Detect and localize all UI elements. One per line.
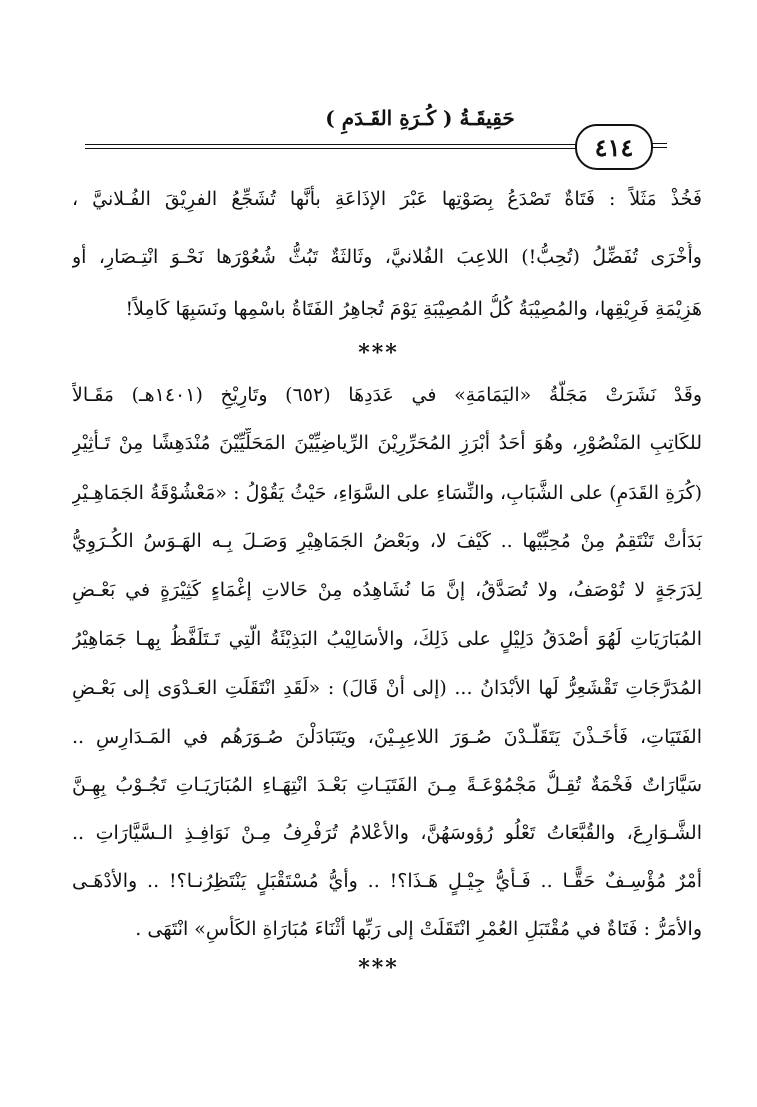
text-line: المُبَارَيَاتِ لَهُوَ أصْدَقُ دَلِيْلٍ على ذَلِكَ، والأسَالِيْبُ البَذِيْئَةُ الَّتِي تَـتَلَفَّظُ بِهـا جَمَاهِيْرُ <box>72 628 702 650</box>
text-line: لِدَرَجَةٍ لا تُوْصَفُ، ولا تُصَدَّقُ، إنَّ مَا نُشَاهِدُه مِنْ حَالاتِ إغْمَاءٍ كَثِيْرَةٍ في بَعْـضِ <box>72 579 702 601</box>
text-line: وأُخْرَى تُفَضِّلُ (تُحِبُّ!) اللاعِبَ الفُلانيَّ، وثَالثَةٌ تَبُثُّ شُعُوْرَها نَحْـوَ انْتِـصَارِ، أو <box>72 246 702 268</box>
text-line: أمْرٌ مُؤْسِـفٌ حَقًّـا .. فَـأيُّ جِيْـلٍ هَـذَا؟! .. وأيُّ مُسْتَقْبَلٍ يَنْتَظِرُنـا؟! .. والأدْهَـى <box>72 870 702 892</box>
text-line: الفَتَيَاتِ، فَأخَـذْنَ يَتَقَلَّـدْنَ صُـوَرَ اللاعِبِـيْنَ، ويَتَبَادَلْنَ صُـوَرَهُم في المَـدَارِسِ .. <box>72 726 702 748</box>
text-line: المُدَرَّجَاتِ تَقْشَعِرُّ لَها الأبْدَانُ ... (إلى أنْ قَالَ) : «لَقَدِ انْتَقَلَتِ العَـدْوَى إلى بَعْـضِ <box>72 677 702 699</box>
text-line: سَيَّارَاتٌ فَخْمَةٌ تُقِـلُّ مَجْمُوْعَـةً مِـنَ الفَتَيَـاتِ بَعْـدَ انْتِهَـاءِ المُبَارَيَـاتِ تَجُـوْبُ بِهِـنَّ <box>72 774 702 796</box>
text-line: فَخُذْ مَثَلاً : فَتَاةٌ تَصْدَعُ بِصَوْتِها عَبْرَ الإذَاعَةِ بأنَّها تُشَجِّعُ الفرِيْقَ الفُـلانيَّ ، <box>72 188 702 210</box>
page-number-badge: ٤١٤ <box>575 124 653 170</box>
text-line: هَزِيْمَةِ فَرِيْقِها، والمُصِيْبَةُ كُلُّ المُصِيْبَةِ يَوْمَ تُجاهِرُ الفَتَاةُ باسْمِها ونَسَبِهَا كَامِلاً! <box>125 298 702 320</box>
text-line: وقَدْ نَشَرَتْ مَجَلَّةُ «اليَمَامَةِ» في عَدَدِهَا (٦٥٢) وتَارِيْخِ (١٤٠١هـ) مَقَـالاً <box>72 384 702 406</box>
text-line: (كُرَةِ القَدَمِ) على الشَّبَابِ، والنِّسَاءِ على السَّوَاءِ، حَيْثُ يَقُوْلُ : «مَعْشُوْقَةُ الجَمَاهِـيْرِ <box>72 482 702 504</box>
section-separator: *** <box>358 340 399 366</box>
text-line: للكَاتِبِ المَنْصُوْرِ، وهُوَ أحَدُ أبْرَزِ المُحَرِّرِيْنَ الرِّياضِيِّيْنَ المَحَلِّيِّيْنَ مُنْدَهِشًا مِنْ تَـأثِيْرِ <box>72 432 702 454</box>
text-line: بَدَأتْ تَنْتَقِمُ مِنْ مُحِبِّيْها .. كَيْفَ لا، وبَعْضُ الجَمَاهِيْرِ وَصَـلَ بِـه الهَـوَسُ الكُـرَوِيُّ <box>72 530 702 552</box>
header-rule <box>85 144 585 149</box>
section-separator: *** <box>358 955 399 981</box>
running-header-title: حَقِيقَـةُ ( كُـرَةِ القَـدَمِ ) <box>325 106 515 130</box>
text-line: والأمَرُّ : فَتَاةٌ في مُقْتَبَلِ العُمْرِ انْتَقَلَتْ إلى رَبِّها أثْنَاءَ مُبَارَاةِ الكَأسِ» انْتَهَى . <box>135 918 702 940</box>
text-line: الشَّـوَارِعَ، والقُبَّعَاتُ تَعْلُو رُؤوسَهُنَّ، والأعْلامُ تُرَفْرِفُ مِـنْ نَوَافِـذِ الـسَّيَّارَاتِ .. <box>72 822 702 844</box>
